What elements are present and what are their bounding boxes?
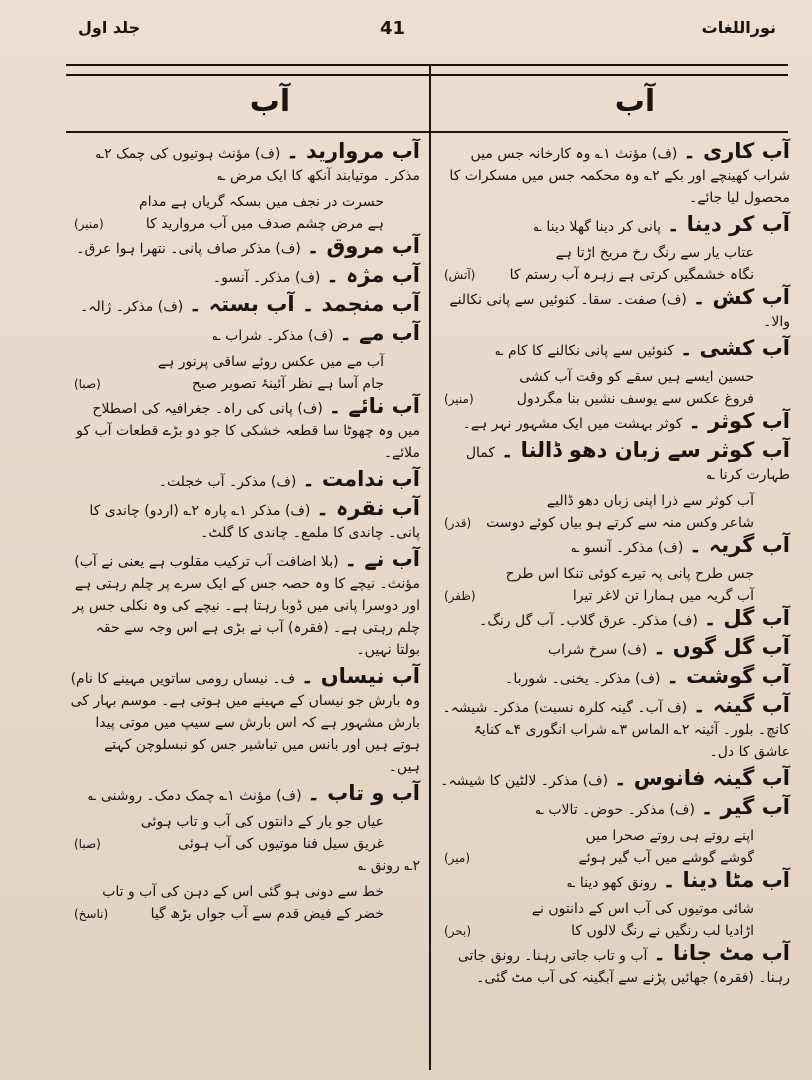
headword: آب کر دینا ۔ [667, 212, 790, 236]
definition: (ف) مذکر۔ آنسو۔ [212, 270, 321, 286]
dictionary-entry [440, 869, 790, 894]
headword: آب مے ۔ [339, 321, 420, 345]
verse-text: حسین ایسے ہیں سقے کو وقت آب کشی [519, 369, 754, 385]
dictionary-entry [440, 213, 790, 238]
verse-text: آب گریہ میں ہمارا تن لاغر تیرا [572, 588, 754, 604]
verse-text: اڑادیا لب رنگیں نے رنگ لالوں کا [571, 923, 754, 939]
definition: (ف) مذکر ۱؎ پارہ ۲؎ (اردو) چاندی کا پانی۔ چاندی کا ملمع۔ چاندی کا گلٹ۔ [89, 503, 420, 541]
headword: آب ندامت ۔ [302, 467, 420, 491]
verse-text: نگاہ خشمگیں کرتی ہے زہرہ آب رستم کا [509, 267, 754, 283]
definition: (ف) مذکر۔ عرق گلاب۔ آب گل رنگ۔ [479, 613, 698, 629]
headword: آب کاری ۔ [683, 139, 790, 163]
dictionary-entry [440, 636, 790, 661]
dictionary-entry [440, 439, 790, 486]
definition: (ف) مؤنث ۱؎ چمک دمک۔ روشنی ؎ [88, 788, 302, 804]
definition: ۲؎ رونق ؎ [358, 858, 420, 874]
verse-text: عیاں جو یار کے دانتوں کی آب و تاب ہوئی [140, 814, 384, 830]
headword: آب کوثر ۔ [688, 409, 790, 433]
definition: (ف) مذکر۔ آنسو ؎ [571, 540, 684, 556]
headword: آب کوثر سے زبان دھو ڈالنا ۔ [501, 438, 790, 462]
verse-line [440, 242, 754, 264]
definition: ف۔ نیساں رومی ساتویں مہینے کا نام) وہ بارش جو نیساں کے مہینے میں ہوتی ہے۔ موسم بہار کی بارش مشہور ہے کہ اس بارش سے سیپ میں موتی پیدا ہوتے ہیں اور بانس میں تباشیر جس کو نبسلوچن کہتے ہیں۔ [70, 671, 420, 775]
verse-text: اپنے روتے ہی روتے صحرا میں [585, 828, 754, 844]
verse-text: شاعر وکس منہ سے کرتے ہو بیاں کوئے دوست [486, 515, 754, 531]
poet-name: (میر) [444, 851, 471, 865]
column-divider [429, 64, 431, 1070]
verse-text: شائی موتیوں کی آب اس کے دانتوں نے [531, 901, 754, 917]
verse-line [440, 920, 754, 942]
headword: آب گل گوں ۔ [653, 635, 790, 659]
verse-text: خضر کے فیض قدم سے آب جواں بڑھ گیا [150, 906, 384, 922]
verse-text: حسرت در نجف میں بسکہ گریاں ہے مدام [139, 194, 384, 210]
headword: آب گینہ ۔ [693, 693, 790, 717]
definition: (ف آب۔ گینہ کلرہ نسبت) مذکر۔ شیشہ۔ کانچ۔ بلور۔ آئینہ ۲؎ الماس ۳؎ شراب انگوری ۴؎ کنایۃً عاشق کا دل۔ [442, 700, 790, 760]
definition: آب و تاب جاتی رہنا۔ رونق جاتی رہنا۔ (فقرہ) جھائیں پڑنے سے آبگینہ کی آب مٹ گئی۔ [457, 948, 790, 986]
definition: کوثر بہشت میں ایک مشہور نہر ہے۔ [462, 416, 683, 432]
dictionary-entry [440, 796, 790, 821]
verse-line [440, 388, 754, 410]
verse-line [440, 563, 754, 585]
definition: (ف) مذکر۔ یخنی۔ شوربا۔ [505, 671, 661, 687]
dictionary-entry [440, 410, 790, 435]
verse-line [440, 898, 754, 920]
verse-line [440, 847, 754, 869]
dictionary-entry [70, 395, 420, 464]
dictionary-entry [70, 665, 420, 778]
right-column-heading: آب [614, 84, 656, 119]
headword: آب مٹ جانا ۔ [653, 941, 790, 965]
dictionary-entry [440, 694, 790, 763]
definition: (ف) صفت۔ سقا۔ کنوئیں سے پانی نکالنے والا۔ [449, 292, 790, 330]
headword: آب گینہ فانوس ۔ [614, 766, 790, 790]
headword: آب گل ۔ [703, 606, 790, 630]
headword: آب کش ۔ [692, 285, 790, 309]
poet-name: (بحر) [444, 924, 472, 938]
headword: آب مروارید ۔ [286, 139, 420, 163]
dictionary-entry [70, 468, 420, 493]
verse-text: عتاب یار سے رنگ رخ مریخ اڑتا ہے [555, 245, 754, 261]
verse-text: جس طرح پانی پہ تیرے کوئی تنکا اس طرح [505, 566, 754, 582]
headword: آب کشی ۔ [679, 336, 790, 360]
dictionary-entry [70, 548, 420, 661]
headword: آب گوشت ۔ [666, 664, 790, 688]
definition: پانی کر دینا گھلا دینا ؎ [533, 219, 662, 235]
definition: (ف) سرخ شراب [547, 642, 648, 658]
dictionary-entry [70, 322, 420, 347]
dictionary-entry [440, 665, 790, 690]
left-column-heading: آب [249, 84, 291, 119]
verse-line [440, 825, 754, 847]
dictionary-entry [440, 140, 790, 209]
headword: آب مژہ ۔ [326, 263, 420, 287]
definition: کنوئیں سے پانی نکالنے کا کام ؎ [495, 343, 674, 359]
headword: آب نائے ۔ [328, 394, 420, 418]
definition: (ف) مؤنث ہوتیوں کی چمک ۲؎ مذکر۔ موتیابند آنکھ کا ایک مرض ؎ [95, 146, 420, 184]
verse-line [440, 585, 754, 607]
dictionary-entry [70, 293, 420, 318]
dictionary-entry [70, 497, 420, 544]
headword: آب و تاب ۔ [307, 781, 420, 805]
headword: آب منجمد ۔ آب بستہ ۔ [189, 292, 420, 316]
verse-line [70, 373, 384, 395]
dictionary-entry [70, 140, 420, 187]
poet-name: (منیر) [444, 392, 474, 406]
poet-name: (قدر) [444, 516, 472, 530]
verse-line [70, 351, 384, 373]
dictionary-entry [440, 767, 790, 792]
dictionary-entry [70, 264, 420, 289]
headword: آب گریہ ۔ [689, 533, 790, 557]
verse-line [440, 264, 754, 286]
definition: کمال طہارت کرنا ؎ [465, 445, 790, 483]
definition: (ف) مذکر۔ ژالہ۔ [80, 299, 184, 315]
verse-text: غریق سیل فنا موتیوں کی آب ہوئی [178, 836, 384, 852]
volume-label: جلد اول [78, 18, 141, 37]
definition: (ف) مذکر۔ لالٹین کا شیشہ۔ [440, 773, 609, 789]
dictionary-entry [440, 286, 790, 333]
running-head [60, 16, 788, 50]
verse-line [440, 490, 754, 512]
right-column [440, 140, 790, 993]
verse-text: آب کوثر سے ذرا اپنی زباں دھو ڈالیے [546, 493, 754, 509]
definition: (بلا اضافت آب ترکیب مقلوب ہے یعنی نے آب) مؤنث۔ نیچے کا وہ حصہ جس کے ایک سرے پر چلم رہتی ہے اور دوسرا پانی میں ڈوبا رہتا ہے۔ نیچے کی وہ نکلی جس پر چلم رہتی ہے۔ (فقرہ) آب نے بڑی ہے اس وجہ سے حقہ بولتا نہیں۔ [72, 554, 420, 658]
page-number: 41 [380, 18, 406, 39]
definition: (ف) مذکر صاف پانی۔ نتھرا ہوا عرق۔ [76, 241, 301, 257]
verse-line [70, 833, 384, 855]
dictionary-entry [70, 235, 420, 260]
headword: آب نقرہ ۔ [316, 496, 420, 520]
verse-line [70, 213, 384, 235]
headword: آب مٹا دینا ۔ [662, 868, 790, 892]
header-rule-top [66, 64, 788, 66]
verse-text: ہے مرض چشم صدف میں آب مروارید کا [145, 216, 384, 232]
left-column [70, 140, 420, 925]
verse-text: جام آسا ہے نظر آئینۂ تصویر صبح [191, 376, 384, 392]
definition: رونق کھو دینا ؎ [567, 875, 657, 891]
dictionary-entry [440, 942, 790, 989]
verse-line [70, 903, 384, 925]
headword: آب نے ۔ [344, 547, 420, 571]
headword: آب گیر ۔ [700, 795, 790, 819]
poet-name: (صبا) [74, 837, 101, 851]
book-title: نوراللغات [701, 18, 776, 37]
verse-text: آب مے میں عکس روئے ساقی پرنور ہے [157, 354, 384, 370]
definition: (ف) مذکر۔ حوض۔ تالاب ؎ [535, 802, 695, 818]
dictionary-entry [440, 337, 790, 362]
poet-name: (آتش) [444, 268, 476, 282]
definition: (ف) پانی کی راہ۔ جغرافیہ کی اصطلاح میں وہ چھوٹا سا قطعہ خشکی کا جو دو بڑے قطعات آب کو ملائے۔ [76, 401, 420, 461]
header-rule-bottom [66, 74, 788, 76]
dictionary-entry [440, 534, 790, 559]
verse-line [440, 366, 754, 388]
verse-line [440, 512, 754, 534]
headword: آب نیساں ۔ [301, 664, 420, 688]
dictionary-entry [440, 607, 790, 632]
poet-name: (صبا) [74, 377, 101, 391]
poet-name: (منیر) [74, 217, 104, 231]
column-heading-rule [66, 131, 788, 133]
definition: (ف) مذکر۔ آب خجلت۔ [158, 474, 297, 490]
verse-text: خط سے دونی ہو گئی اس کے دہن کی آب و تاب [102, 884, 384, 900]
verse-text: فروغ عکس سے یوسف نشیں بنا مگردول [516, 391, 754, 407]
dictionary-entry [70, 855, 420, 877]
poet-name: (ناسخ) [74, 907, 109, 921]
verse-line [70, 191, 384, 213]
definition: (ف) مؤنث ۱؎ وہ کارخانہ جس میں شراب کھینچے اور بکے ۲؎ وہ محکمہ جس میں مسکرات کا محصول لیا جائے۔ [449, 146, 790, 206]
verse-text: گوشے گوشے میں آب گیر ہوئے [578, 850, 754, 866]
dictionary-entry [70, 782, 420, 807]
verse-line [70, 811, 384, 833]
verse-line [70, 881, 384, 903]
poet-name: (ظفر) [444, 589, 476, 603]
headword: آب مروق ۔ [306, 234, 420, 258]
definition: (ف) مذکر۔ شراب ؎ [212, 328, 334, 344]
